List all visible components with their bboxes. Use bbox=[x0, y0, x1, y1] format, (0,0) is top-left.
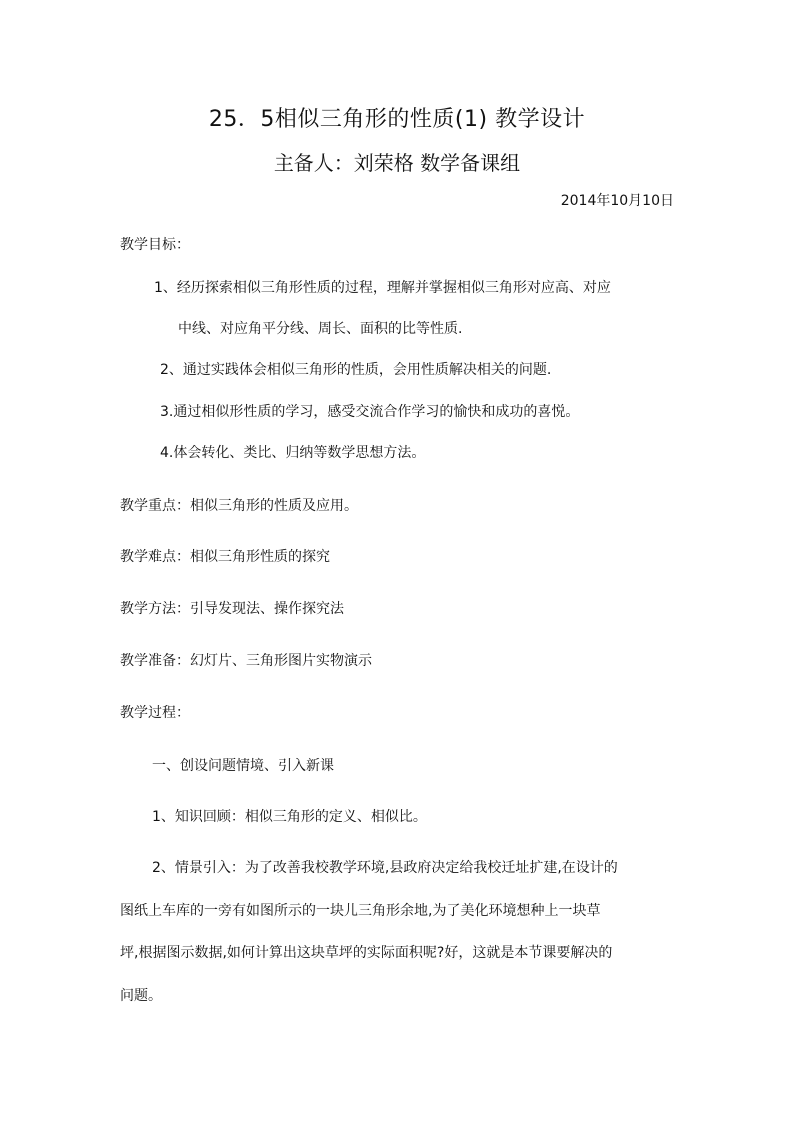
document-title: 25．5相似三角形的性质(1) 教学设计 bbox=[208, 107, 586, 132]
objective-line-4: 4.体会转化、类比、归纳等数学思想方法。 bbox=[160, 445, 426, 461]
objectives-heading: 教学目标： bbox=[120, 237, 190, 253]
scenario-line-4: 问题。 bbox=[120, 988, 162, 1004]
objective-line-3: 3.通过相似形性质的学习，感受交流合作学习的愉快和成功的喜悦。 bbox=[160, 404, 580, 420]
document-subtitle: 主备人：刘荣格 数学备课组 bbox=[273, 151, 521, 175]
process-heading: 教学过程： bbox=[120, 705, 190, 721]
difficulties: 教学难点：相似三角形性质的探究 bbox=[120, 549, 330, 565]
preparation: 教学准备：幻灯片、三角形图片实物演示 bbox=[120, 653, 372, 669]
objective-line-1: 1、经历探索相似三角形性质的过程，理解并掌握相似三角形对应高、对应 bbox=[154, 280, 611, 296]
knowledge-review: 1、知识回顾：相似三角形的定义、相似比。 bbox=[152, 809, 427, 825]
scenario-line-3: 坪,根据图示数据,如何计算出这块草坪的实际面积呢?好，这就是本节课要解决的 bbox=[120, 945, 613, 961]
key-points: 教学重点：相似三角形的性质及应用。 bbox=[120, 498, 358, 514]
section1-heading: 一、创设问题情境、引入新课 bbox=[152, 758, 334, 774]
objective-line-1-cont: 中线、对应角平分线、周长、面积的比等性质. bbox=[178, 321, 463, 337]
document-date: 2014年10月10日 bbox=[560, 193, 674, 209]
scenario-line-1: 2、情景引入：为了改善我校教学环境,县政府决定给我校迁址扩建,在设计的 bbox=[152, 860, 618, 876]
scenario-line-2: 图纸上车库的一旁有如图所示的一块儿三角形余地,为了美化环境想种上一块草 bbox=[120, 903, 601, 919]
methods: 教学方法：引导发现法、操作探究法 bbox=[120, 601, 344, 617]
objective-line-2: 2、通过实践体会相似三角形的性质，会用性质解决相关的问题. bbox=[160, 362, 552, 378]
